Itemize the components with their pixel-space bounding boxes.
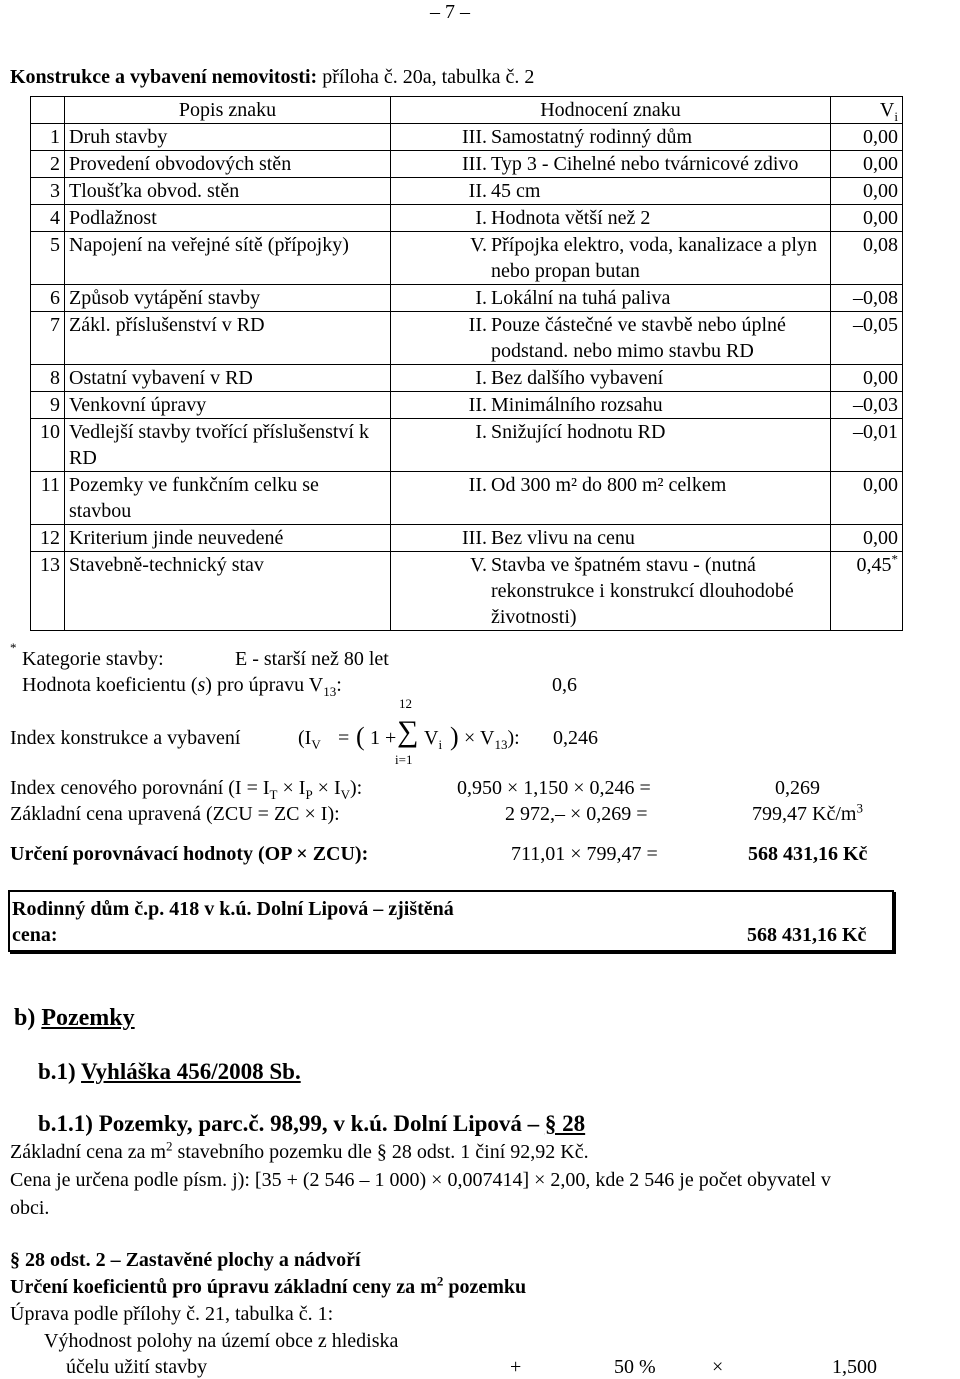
index-construction-value: 0,246 [553,727,598,749]
calc-paragraph-line1: Cena je určena podle písm. j): [35 + (2 546 – 1 000) × 0,007414] × 2,00, kde 2 546 je počet obyvatel v [10,1169,831,1191]
section-b11-heading: b.1.1) Pozemky, parc.č. 98,99, v k.ú. Dolní Lipová – § 28 [38,1111,586,1136]
row-value-text: 0,00 [863,180,898,202]
row-evaluation-text: Přípojka elektro, voda, kanalizace a plyn nebo propan butan [491,234,817,282]
row-number: 10 [31,419,65,472]
row-grade: V. [470,234,487,256]
footnote-mark: * [10,640,17,655]
row-value-text: 0,08 [863,234,898,256]
row-evaluation [391,124,831,151]
row-number: 1 [31,124,65,151]
result-box-value: 568 431,16 Kč [747,924,867,946]
index-formula-open-paren: ( [356,722,365,751]
comparative-value-calc: 711,01 × 799,47 = [511,843,658,865]
row-value [831,472,903,525]
comparative-value-result: 568 431,16 Kč [748,843,868,865]
row-value-text: 0,00 [863,126,898,148]
category-label: Kategorie stavby: [22,648,164,670]
row-description: Podlažnost [65,205,391,232]
row-value-text: –0,08 [853,287,898,309]
summation-symbol: ∑ [397,715,419,748]
row-grade: II. [468,180,487,202]
row-description: Zákl. příslušenství v RD [65,312,391,365]
row-value [831,205,903,232]
attributes-table-body [31,124,903,631]
section-28-heading: § 28 odst. 2 – Zastavěné plochy a nádvoří [10,1249,361,1271]
row-evaluation-text: Typ 3 - Cihelné nebo tvárnicové zdivo [491,153,799,175]
index-formula-times: × [464,727,476,749]
row-number: 3 [31,178,65,205]
row-number: 13 [31,552,65,631]
row-evaluation-text: Lokální na tuhá paliva [491,287,671,309]
row-evaluation-text: Pouze částečné ve stavbě nebo úplné podstand. nebo mimo stavbu RD [491,314,786,362]
result-box-line1: Rodinný dům č.p. 418 v k.ú. Dolní Lipová – zjištěná [12,898,454,920]
row-grade: III. [462,126,487,148]
row-number: 7 [31,312,65,365]
header-eval: Hodnocení znaku [391,97,831,124]
row-value-text: –0,03 [853,394,898,416]
row-description: Kriterium jinde neuvedené [65,525,391,552]
row-evaluation-text: Od 300 m² do 800 m² celkem [491,474,727,496]
coefficient-label: Hodnota koeficientu (s) pro úpravu $V_{13}$: [22,674,342,699]
calc-paragraph-line2: obci. [10,1197,50,1219]
row-description: Stavebně-technický stav [65,552,391,631]
table-header-row [31,97,903,124]
row-value [831,419,903,472]
row-number: 2 [31,151,65,178]
row-grade: III. [462,527,487,549]
row-description: Ostatní vybavení v RD [65,365,391,392]
base-price-result: 799,47 $Kč/m^3$ [752,800,863,825]
row-grade: I. [475,207,487,229]
location-line2: účelu užití stavby [66,1356,208,1378]
base-price-paragraph: Základní cena za $m^2$ stavebního pozemku dle § 28 odst. 1 činí 92,92 Kč. [10,1138,589,1163]
location-line1: Výhodnost polohy na území obce z hlediska [44,1330,399,1352]
table-row [31,151,903,178]
row-value [831,552,903,631]
price-index-calc: 0,950 × 1,150 × 0,246 = [457,777,651,799]
row-number: 11 [31,472,65,525]
index-formula-eq: = [338,727,350,749]
row-evaluation [391,525,831,552]
row-evaluation [391,205,831,232]
price-index-label: Index cenového porovnání $(I = I_T \times I_P \times I_V)$: [10,777,363,802]
header-num [31,97,65,124]
table-row [31,205,903,232]
row-grade: I. [475,287,487,309]
row-description: Pozemky ve funkčním celku se stavbou [65,472,391,525]
row-evaluation-text: 45 cm [491,180,541,202]
coefficient-value: 0,6 [552,674,577,696]
row-value [831,285,903,312]
row-value [831,178,903,205]
row-evaluation [391,232,831,285]
table-row [31,419,903,472]
header-desc: Popis znaku [65,97,391,124]
table-row [31,232,903,285]
section-heading [10,65,534,89]
section-b-heading: b) Pozemky [14,1005,135,1031]
category-value: E - starší než 80 let [235,648,389,670]
row-evaluation [391,365,831,392]
row-number: 5 [31,232,65,285]
comparative-value-label: Určení porovnávací hodnoty (OP × ZCU): [10,843,369,865]
row-value-text: 0,00 [863,207,898,229]
row-evaluation-text: Snižující hodnotu RD [491,421,666,443]
table-row [31,525,903,552]
row-number: 9 [31,392,65,419]
row-grade: V. [470,554,487,576]
table-row [31,365,903,392]
row-value [831,365,903,392]
row-evaluation [391,392,831,419]
row-number: 8 [31,365,65,392]
price-index-result: 0,269 [775,777,820,799]
row-value [831,392,903,419]
row-value-text: 0,00 [863,367,898,389]
row-evaluation-text: Hodnota větší než 2 [491,207,651,229]
page-number: – 7 – [430,1,470,23]
row-evaluation-text: Minimálního rozsahu [491,394,663,416]
row-grade: II. [468,474,487,496]
row-value [831,151,903,178]
table-row [31,124,903,151]
row-description: Napojení na veřejné sítě (přípojky) [65,232,391,285]
table-row [31,552,903,631]
table-row [31,392,903,419]
row-description: Vedlejší stavby tvořící příslušenství k RD [65,419,391,472]
index-formula-v13: $V_{13}$): [480,727,520,752]
section-heading-rest: příloha č. 20a, tabulka č. 2 [317,66,535,88]
row-description: Druh stavby [65,124,391,151]
index-formula-vi: $V_i$ [424,727,443,752]
row-evaluation [391,151,831,178]
row-number: 4 [31,205,65,232]
row-evaluation [391,419,831,472]
result-box-line2: cena: [12,924,58,946]
row-value-text: 0,00 [863,474,898,496]
row-description: Provedení obvodových stěn [65,151,391,178]
location-percent: 50 % [614,1356,656,1378]
row-number: 12 [31,525,65,552]
section-b1-heading: b.1) Vyhláška 456/2008 Sb. [38,1059,301,1084]
table-row [31,285,903,312]
coefficients-heading: Určení koeficientů pro úpravu základní ceny za $m^2$ pozemku [10,1273,527,1298]
row-grade: I. [475,367,487,389]
location-times: × [712,1356,724,1378]
row-description: Venkovní úpravy [65,392,391,419]
base-price-label: Základní cena upravená (ZCU = ZC × I): [10,803,340,825]
row-evaluation-text: Samostatný rodinný dům [491,126,693,148]
index-formula-close-paren: ) [450,722,459,751]
row-value [831,232,903,285]
base-price-calc: 2 972,– × 0,269 = [505,803,648,825]
result-box [8,890,894,952]
table-row [31,312,903,365]
location-sign: + [510,1356,522,1378]
row-grade: III. [462,153,487,175]
table-row [31,178,903,205]
index-formula-one: 1 + [370,727,397,749]
row-value [831,525,903,552]
row-value-text: 0,00 [863,153,898,175]
row-evaluation [391,178,831,205]
row-value-text: –0,01 [853,421,898,443]
row-evaluation [391,472,831,525]
location-value: 1,500 [832,1356,877,1378]
row-value [831,124,903,151]
sum-lower-limit: i=1 [395,752,413,767]
row-evaluation-text: Bez dalšího vybavení [491,367,664,389]
index-construction-label: Index konstrukce a vybavení [10,727,241,749]
row-evaluation [391,552,831,631]
row-evaluation-text: Bez vlivu na cenu [491,527,635,549]
row-number: 6 [31,285,65,312]
header-val: $V_i$ [831,97,903,124]
table-row [31,472,903,525]
row-description: Způsob vytápění stavby [65,285,391,312]
row-description: Tloušťka obvod. stěn [65,178,391,205]
row-value-text: –0,05 [853,314,898,336]
adjustment-text: Úprava podle přílohy č. 21, tabulka č. 1: [10,1303,334,1325]
row-evaluation-text: Stavba ve špatném stavu - (nutná rekonstrukce i konstrukcí dlouhodobé životnosti) [491,554,794,628]
row-grade: II. [468,394,487,416]
row-grade: I. [475,421,487,443]
row-value [831,312,903,365]
row-evaluation [391,285,831,312]
row-grade: II. [468,314,487,336]
row-value-text: 0,00 [863,527,898,549]
sum-upper-limit: 12 [399,696,412,711]
row-evaluation [391,312,831,365]
attributes-table [30,96,903,631]
index-formula-iv: ($I_V$ [298,727,321,752]
row-value-text: 0,45 [856,554,892,576]
section-heading-label: Konstrukce a vybavení nemovitosti: [10,66,318,88]
row-value-footnote-mark: * [891,551,898,567]
